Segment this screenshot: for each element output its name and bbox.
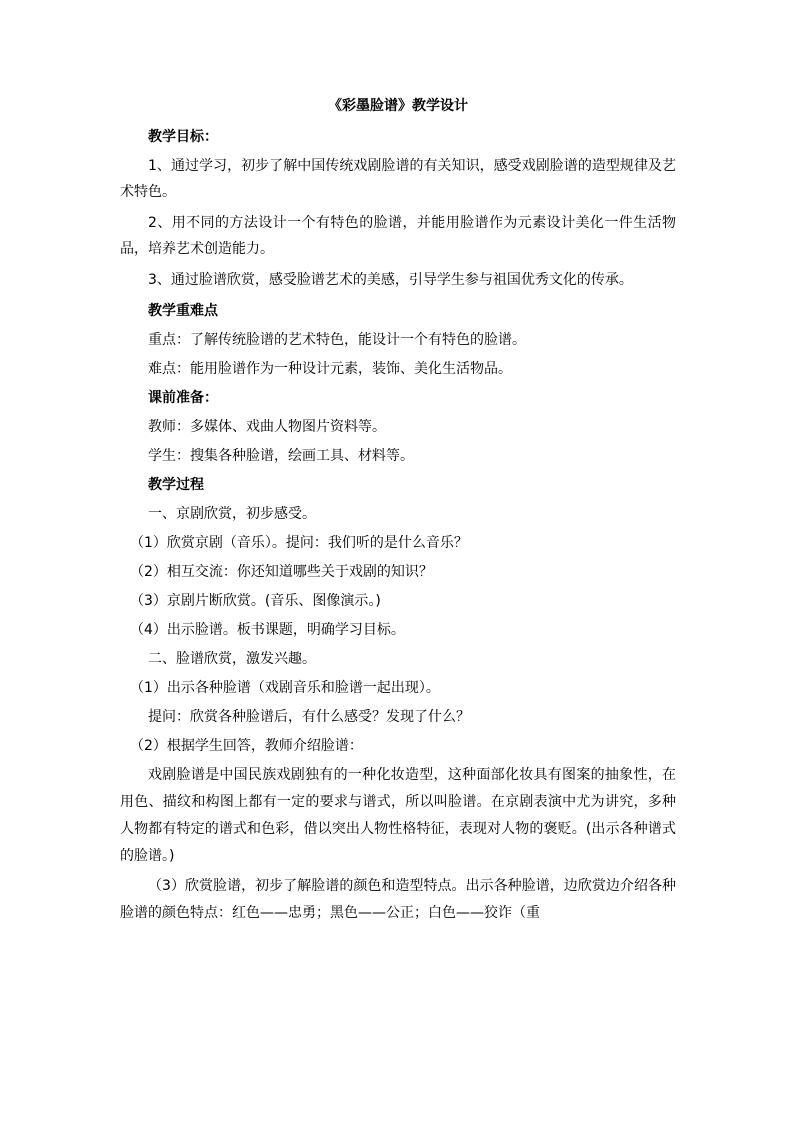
section-1-step: （3）京剧片断欣赏。(音乐、图像演示。) bbox=[130, 593, 381, 609]
section-1-step: （4）出示脸谱。板书课题，明确学习目标。 bbox=[130, 622, 405, 638]
document-page bbox=[120, 96, 676, 927]
process-heading: 教学过程 bbox=[148, 477, 204, 493]
objectives-heading: 教学目标： bbox=[148, 129, 218, 145]
objective-item: 1、通过学习，初步了解中国传统戏剧脸谱的有关知识，感受戏剧脸谱的造型规律及艺术特色。 bbox=[120, 158, 676, 200]
document-title: 《彩墨脸谱》教学设计 bbox=[328, 98, 468, 114]
preparation-student: 学生：搜集各种脸谱，绘画工具、材料等。 bbox=[148, 448, 414, 464]
section-2-step: （1）出示各种脸谱（戏剧音乐和脸谱一起出现）。 bbox=[130, 680, 440, 696]
section-2-intro: 戏剧脸谱是中国民族戏剧独有的一种化妆造型，这种面部化妆具有图案的抽象性，在用色、描纹和构图上都有一定的要求与谱式，所以叫脸谱。在京剧表演中尤为讲究，多种人物都有特定的谱式和色彩，借以突出人物性格特征，表现对人物的褒贬。(出示各种谱式的脸谱。) bbox=[120, 767, 676, 864]
objective-item: 2、用不同的方法设计一个有特色的脸谱，并能用脸谱作为元素设计美化一件生活物品，培养艺术创造能力。 bbox=[120, 215, 676, 257]
preparation-teacher: 教师：多媒体、戏曲人物图片资料等。 bbox=[148, 419, 386, 435]
section-2-step: （2）根据学生回答，教师介绍脸谱： bbox=[130, 738, 363, 754]
key-points-heading: 教学重难点 bbox=[148, 303, 218, 319]
section-2-question: 提问：欣赏各种脸谱后，有什么感受？发现了什么？ bbox=[148, 709, 470, 725]
key-point-difficulty: 难点：能用脸谱作为一种设计元素，装饰、美化生活物品。 bbox=[148, 361, 512, 377]
key-point-focus: 重点：了解传统脸谱的艺术特色，能设计一个有特色的脸谱。 bbox=[148, 332, 526, 348]
section-1-step: （1）欣赏京剧（音乐）。提问：我们听的是什么音乐？ bbox=[130, 535, 468, 551]
section-2-step: （3）欣赏脸谱，初步了解脸谱的颜色和造型特点。出示各种脸谱，边欣赏边介绍各种脸谱的颜色特点：红色——忠勇；黑色——公正；白色——狡诈（重 bbox=[120, 878, 676, 921]
section-1-title: 一、京剧欣赏，初步感受。 bbox=[148, 506, 316, 522]
objective-item: 3、通过脸谱欣赏，感受脸谱艺术的美感，引导学生参与祖国优秀文化的传承。 bbox=[148, 272, 633, 288]
section-1-step: （2）相互交流：你还知道哪些关于戏剧的知识？ bbox=[130, 564, 433, 580]
preparation-heading: 课前准备： bbox=[148, 390, 218, 406]
section-2-title: 二、脸谱欣赏，激发兴趣。 bbox=[148, 651, 316, 667]
